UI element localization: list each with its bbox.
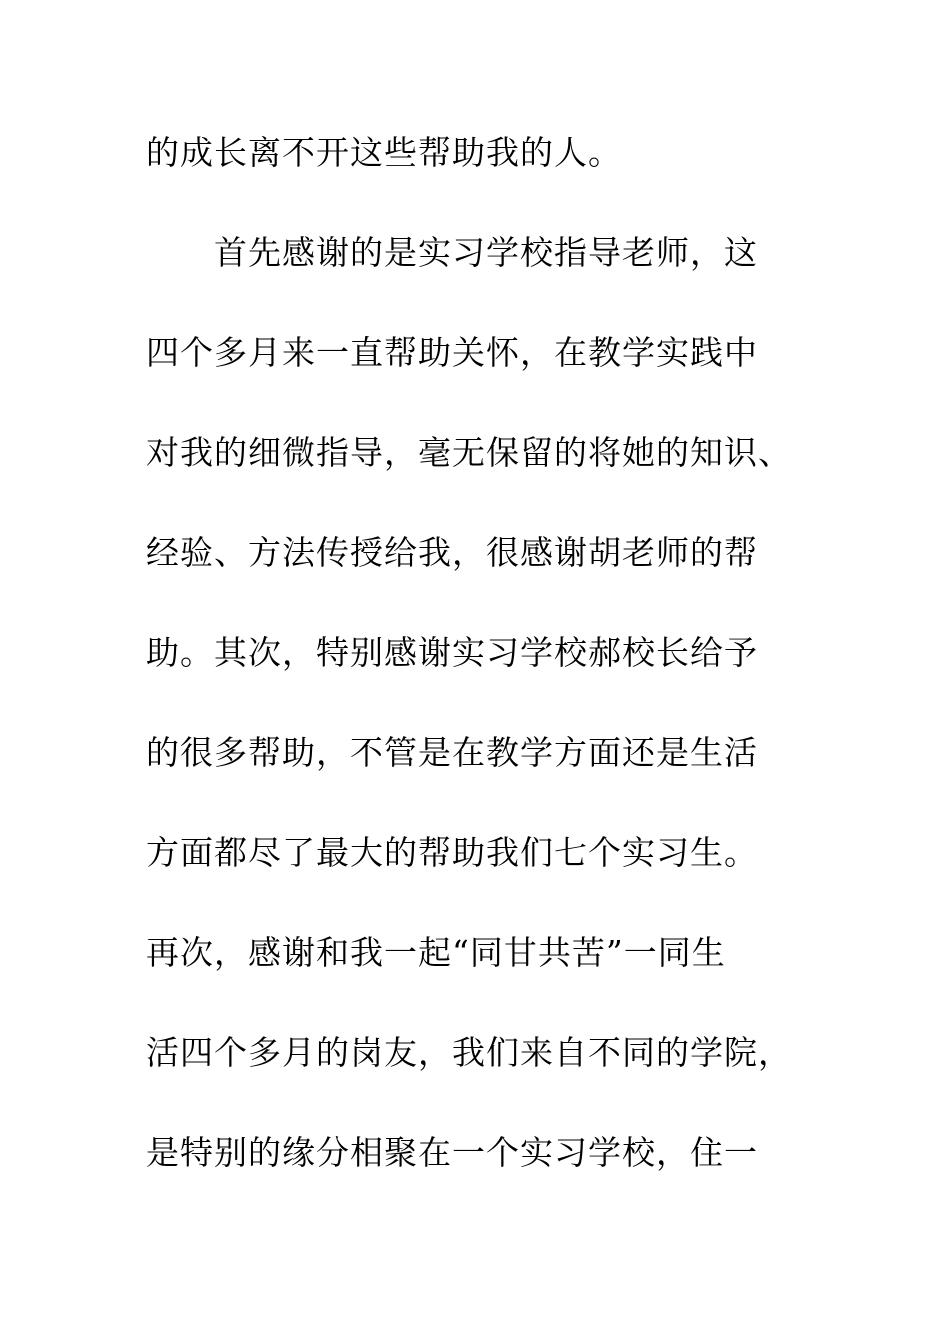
text-line-9: 再次，感谢和我一起“同甘共苦”一同生 [146,933,726,972]
text-line-6: 助。其次，特别感谢实习学校郝校长给予 [146,633,758,672]
text-line-1: 的成长离不开这些帮助我的人。 [146,133,622,172]
text-line-2: 首先感谢的是实习学校指导老师，这 [146,233,758,272]
text-line-4: 对我的细微指导，毫无保留的将她的知识、 [146,433,792,472]
text-line-8: 方面都尽了最大的帮助我们七个实习生。 [146,833,758,872]
text-line-5: 经验、方法传授给我，很感谢胡老师的帮 [146,533,758,572]
text-line-11: 是特别的缘分相聚在一个实习学校，住一 [146,1133,758,1172]
text-line-10: 活四个多月的岗友，我们来自不同的学院， [146,1033,792,1072]
text-line-7: 的很多帮助，不管是在教学方面还是生活 [146,733,758,772]
text-line-3: 四个多月来一直帮助关怀，在教学实践中 [146,333,758,372]
